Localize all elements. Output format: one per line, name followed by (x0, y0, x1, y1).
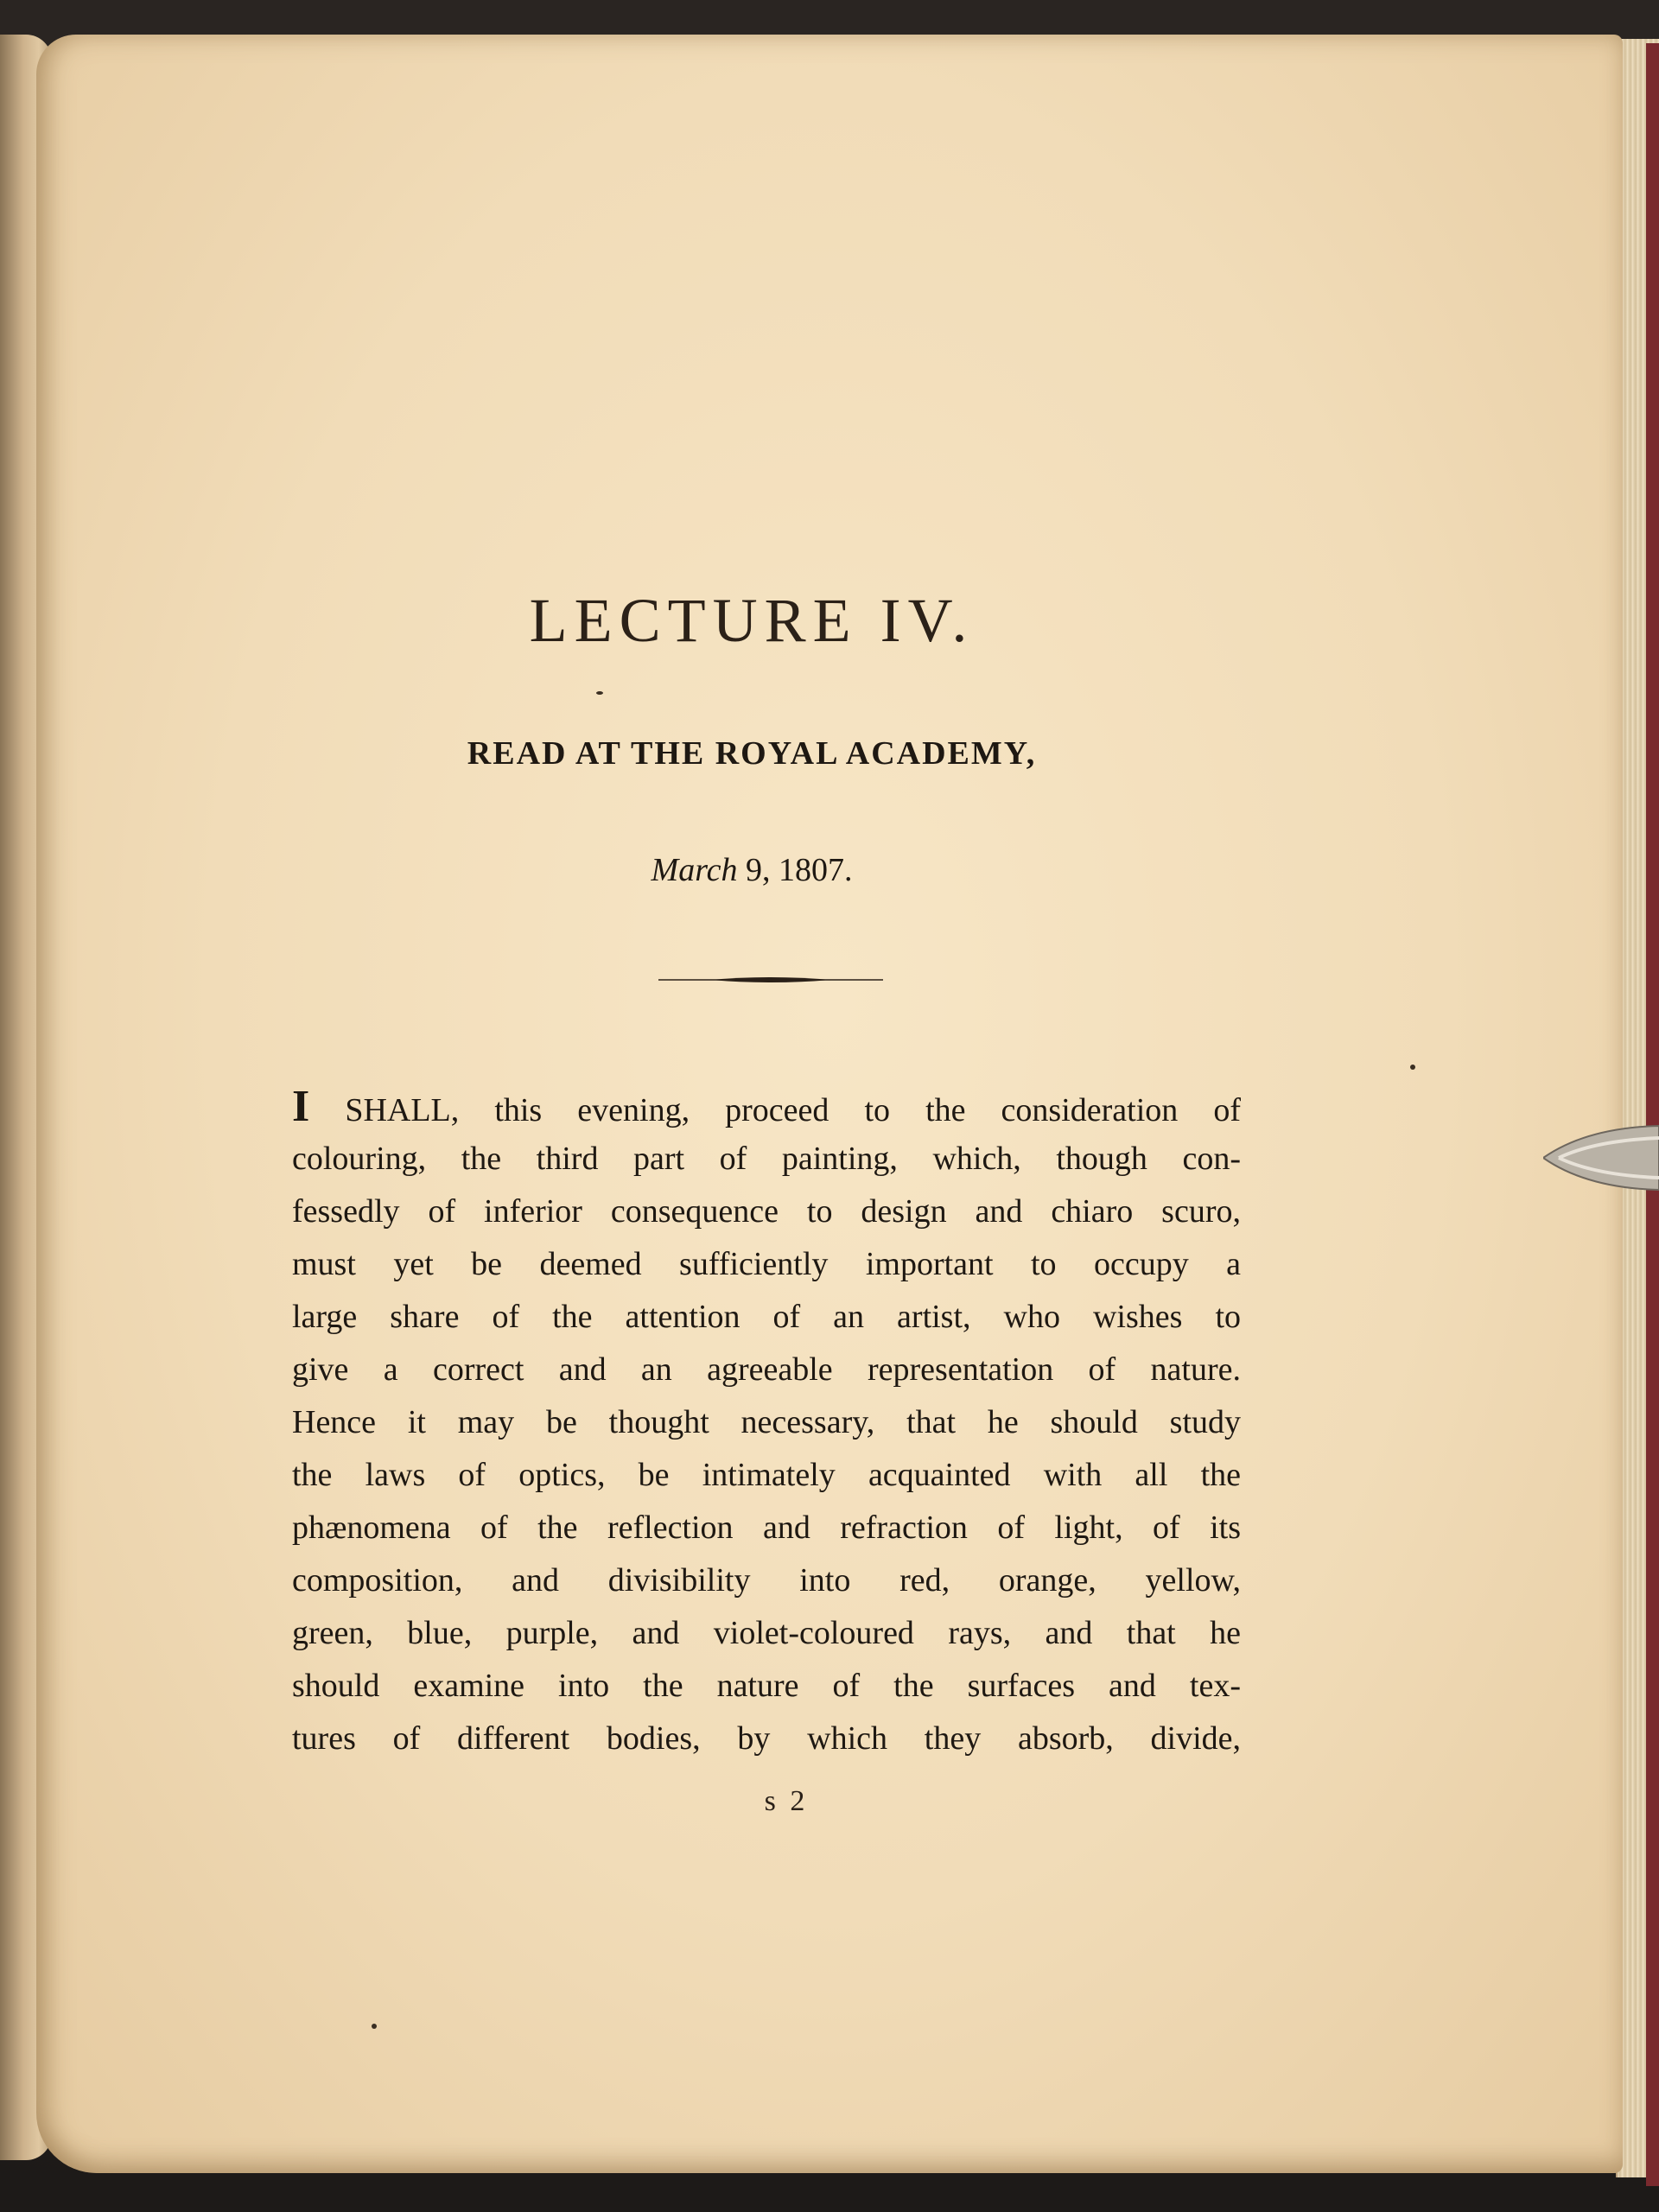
text-line: tures of different bodies, by which they absorb, divide, (292, 1720, 1241, 1757)
text-line: large share of the attention of an artist, who wishes to (292, 1299, 1241, 1335)
text-line: must yet be deemed sufficiently important to occupy a (292, 1246, 1241, 1282)
text-line: green, blue, purple, and violet-coloured rays, and that he (292, 1615, 1241, 1651)
text-line: the laws of optics, be intimately acquainted with all the (292, 1457, 1241, 1493)
lecture-subheading: READ AT THE ROYAL ACADEMY, (467, 735, 1037, 772)
ornamental-rule (658, 976, 883, 984)
lecture-date (294, 851, 1210, 889)
text-line: composition, and divisibility into red, orange, yellow, (292, 1562, 1241, 1599)
drop-cap: I (292, 1082, 310, 1131)
text-line (292, 1080, 1241, 1133)
date-month: March (651, 852, 738, 888)
paper-speck (1410, 1065, 1415, 1070)
body-text (292, 1080, 1241, 1765)
text-line: fessedly of inferior consequence to design and chiaro scuro, (292, 1193, 1241, 1230)
signature-mark: s 2 (764, 1785, 809, 1817)
text-line: colouring, the third part of painting, which, though con- (292, 1141, 1241, 1177)
text-line: should examine into the nature of the surfaces and tex- (292, 1668, 1241, 1704)
text-line-content: SHALL, this evening, proceed to the consideration of (345, 1092, 1241, 1128)
text-line: give a correct and an agreeable representation of nature. (292, 1351, 1241, 1388)
text-line: Hence it may be thought necessary, that he should study (292, 1404, 1241, 1440)
metal-bookmark-clip (1543, 1119, 1659, 1197)
paper-speck (372, 2024, 377, 2029)
lecture-heading: LECTURE IV. (529, 586, 975, 655)
book-cover-edge (1646, 43, 1659, 2186)
date-day-year: 9, 1807. (745, 852, 853, 888)
paper-speck (596, 691, 603, 695)
text-line: phænomena of the reflection and refraction of light, of its (292, 1510, 1241, 1546)
